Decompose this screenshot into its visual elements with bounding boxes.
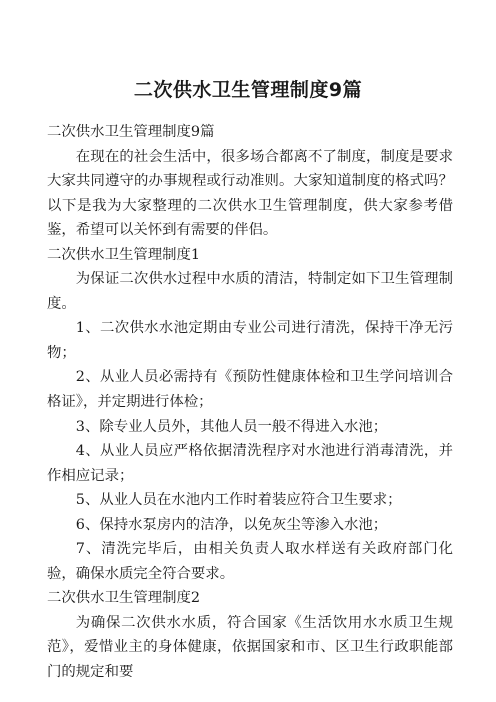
document-title: 二次供水卫生管理制度9篇 [133,79,363,101]
section-heading-1: 二次供水卫生管理制度1 [47,246,201,263]
section-heading-2: 二次供水卫生管理制度2 [47,590,201,607]
section-2-intro: 为确保二次供水水质，符合国家《生活饮用水水质卫生规范》，爱惜业主的身体健康，依据国家和市、区卫生行政职能部门的规定和要 [47,614,453,681]
rule-item-1: 1、二次供水水池定期由专业公司进行清洗，保持干净无污物； [47,320,453,361]
intro-paragraph: 在现在的社会生活中，很多场合都离不了制度，制度是要求大家共同遵守的办事规程或行动准则。大家知道制度的格式吗？以下是我为大家整理的二次供水卫生管理制度，供大家参考借鉴，希望可以关怀到有需要的伴侣。 [47,148,453,239]
rule-item-6: 6、保持水泵房内的洁净，以免灰尘等渗入水池； [75,516,388,533]
rule-item-4: 4、从业人员应严格依据清洗程序对水池进行消毒清洗，并作相应记录； [47,443,453,484]
subtitle-line: 二次供水卫生管理制度9篇 [47,124,215,140]
rule-item-7: 7、清洗完毕后，由相关负责人取水样送有关政府部门化验，确保水质完全符合要求。 [47,541,453,582]
section-1-intro: 为保证二次供水过程中水质的清洁，特制定如下卫生管理制度。 [47,271,453,312]
document-body [47,120,453,685]
rule-item-5: 5、从业人员在水池内工作时着装应符合卫生要求； [75,492,402,509]
rule-item-2: 2、从业人员必需持有《预防性健康体检和卫生学问培训合格证》，并定期进行体检； [47,369,453,411]
rule-item-3: 3、除专业人员外，其他人员一般不得进入水池； [75,418,388,435]
